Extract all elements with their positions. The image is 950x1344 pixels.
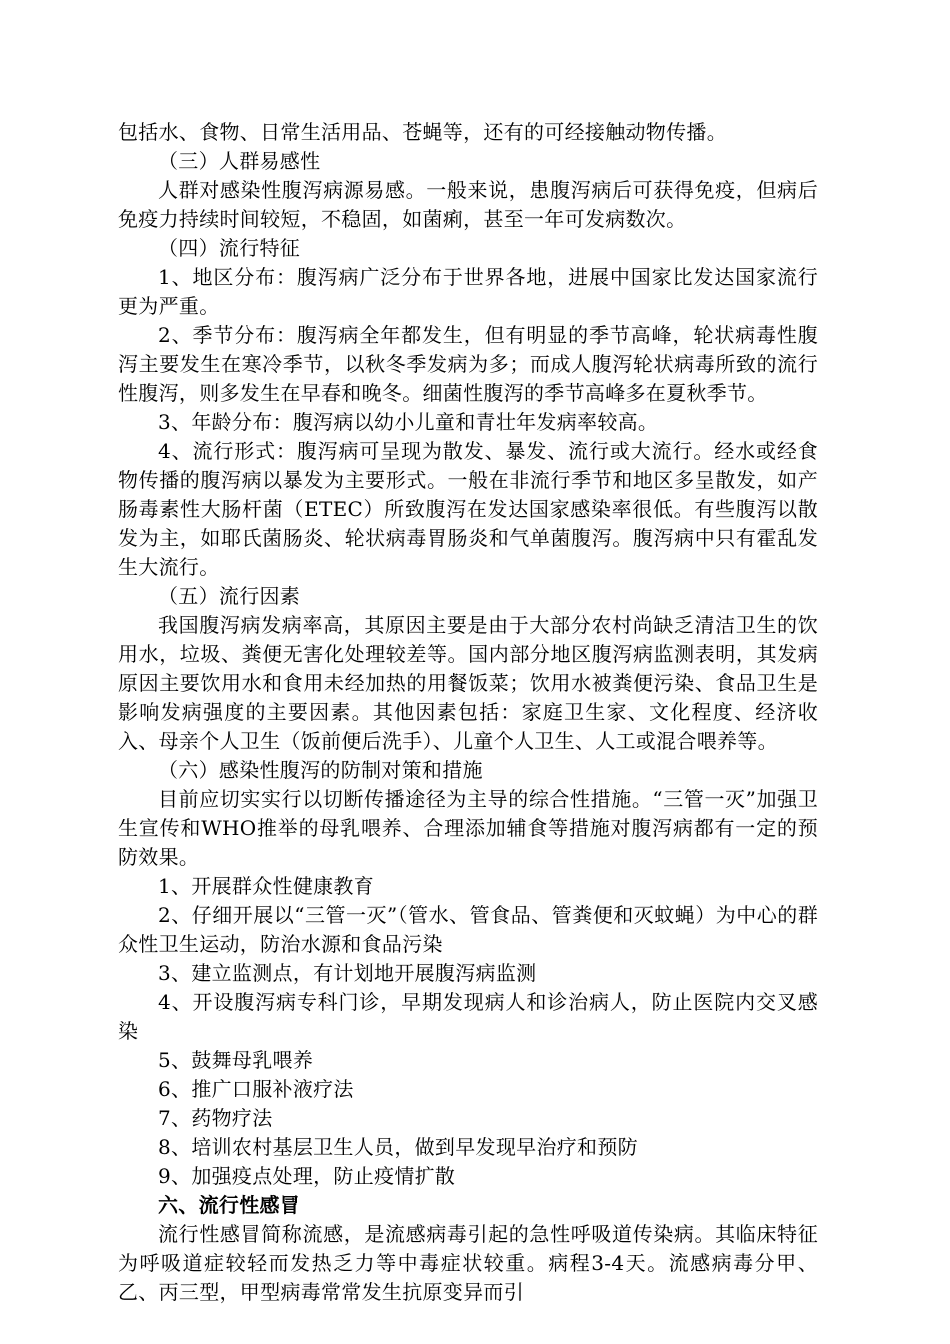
list-item: 2、仔细开展以“三管一灭”（管水、管食品、管粪便和灭蚊蝇）为中心的群众性卫生运动，防治水源和食品污染	[118, 903, 818, 956]
paragraph-form: 4、流行形式：腹泻病可呈现为散发、暴发、流行或大流行。经水或经食物传播的腹泻病以暴发为主要形式。一般在非流行季节和地区多呈散发，如产肠毒素性大肠杆菌（ETEC）所致腹泻在发达国家感染率很低。有些腹泻以散发为主，如耶氏菌肠炎、轮状病毒胃肠炎和气单菌腹泻。腹泻病中只有霍乱发生大流行。	[118, 439, 818, 579]
list-item: 3、建立监测点，有计划地开展腹泻病监测	[158, 961, 537, 985]
heading-susceptibility: （三）人群易感性	[158, 149, 321, 173]
document-body	[118, 118, 818, 1307]
paragraph-season: 2、季节分布：腹泻病全年都发生，但有明显的季节高峰，轮状病毒性腹泻主要发生在寒冷季节，以秋冬季发病为多；而成人腹泻轮状病毒所致的流行性腹泻，则多发生在早春和晚冬。细菌性腹泻的季节高峰多在夏秋季节。	[118, 323, 818, 405]
list-item: 5、鼓舞母乳喂养	[158, 1048, 314, 1072]
paragraph-age: 3、年龄分布：腹泻病以幼小儿童和青壮年发病率较高。	[158, 410, 659, 434]
paragraph-measures: 目前应切实实行以切断传播途径为主导的综合性措施。“三管一灭”加强卫生宣传和WHO推举的母乳喂养、合理添加辅食等措施对腹泻病都有一定的预防效果。	[118, 787, 818, 869]
paragraph-susceptibility: 人群对感染性腹泻病源易感。一般来说，患腹泻病后可获得免疫，但病后免疫力持续时间较短，不稳固，如菌痢，甚至一年可发病数次。	[118, 178, 818, 231]
list-item: 1、开展群众性健康教育	[158, 874, 375, 898]
paragraph-continuation: 包括水、食物、日常生活用品、苍蝇等，还有的可经接触动物传播。	[118, 120, 727, 144]
list-item: 8、培训农村基层卫生人员，做到早发现早治疗和预防	[158, 1135, 638, 1159]
paragraph-region: 1、地区分布：腹泻病广泛分布于世界各地，进展中国家比发达国家流行更为严重。	[118, 265, 818, 318]
heading-measures: （六）感染性腹泻的防制对策和措施	[158, 758, 483, 782]
list-item: 9、加强疫点处理，防止疫情扩散	[158, 1164, 456, 1188]
paragraph-influenza: 流行性感冒简称流感，是流感病毒引起的急性呼吸道传染病。其临床特征为呼吸道症较轻而发热乏力等中毒症状较重。病程3-4天。流感病毒分甲、乙、丙三型，甲型病毒常常发生抗原变异而引	[118, 1222, 818, 1304]
heading-epidemic-features: （四）流行特征	[158, 236, 301, 260]
list-item: 7、药物疗法	[158, 1106, 273, 1130]
list-item: 4、开设腹泻病专科门诊，早期发现病人和诊治病人，防止医院内交叉感染	[118, 990, 818, 1043]
paragraph-factors: 我国腹泻病发病率高，其原因主要是由于大部分农村尚缺乏清洁卫生的饮用水，垃圾、粪便无害化处理较差等。国内部分地区腹泻病监测表明，其发病原因主要饮用水和食用未经加热的用餐饭菜；饮用水被粪便污染、食品卫生是影响发病强度的主要因素。其他因素包括：家庭卫生家、文化程度、经济收入、母亲个人卫生（饭前便后洗手）、儿童个人卫生、人工或混合喂养等。	[118, 613, 818, 753]
list-item: 6、推广口服补液疗法	[158, 1077, 354, 1101]
heading-factors: （五）流行因素	[158, 584, 301, 608]
section-heading-influenza: 六、流行性感冒	[158, 1193, 301, 1217]
